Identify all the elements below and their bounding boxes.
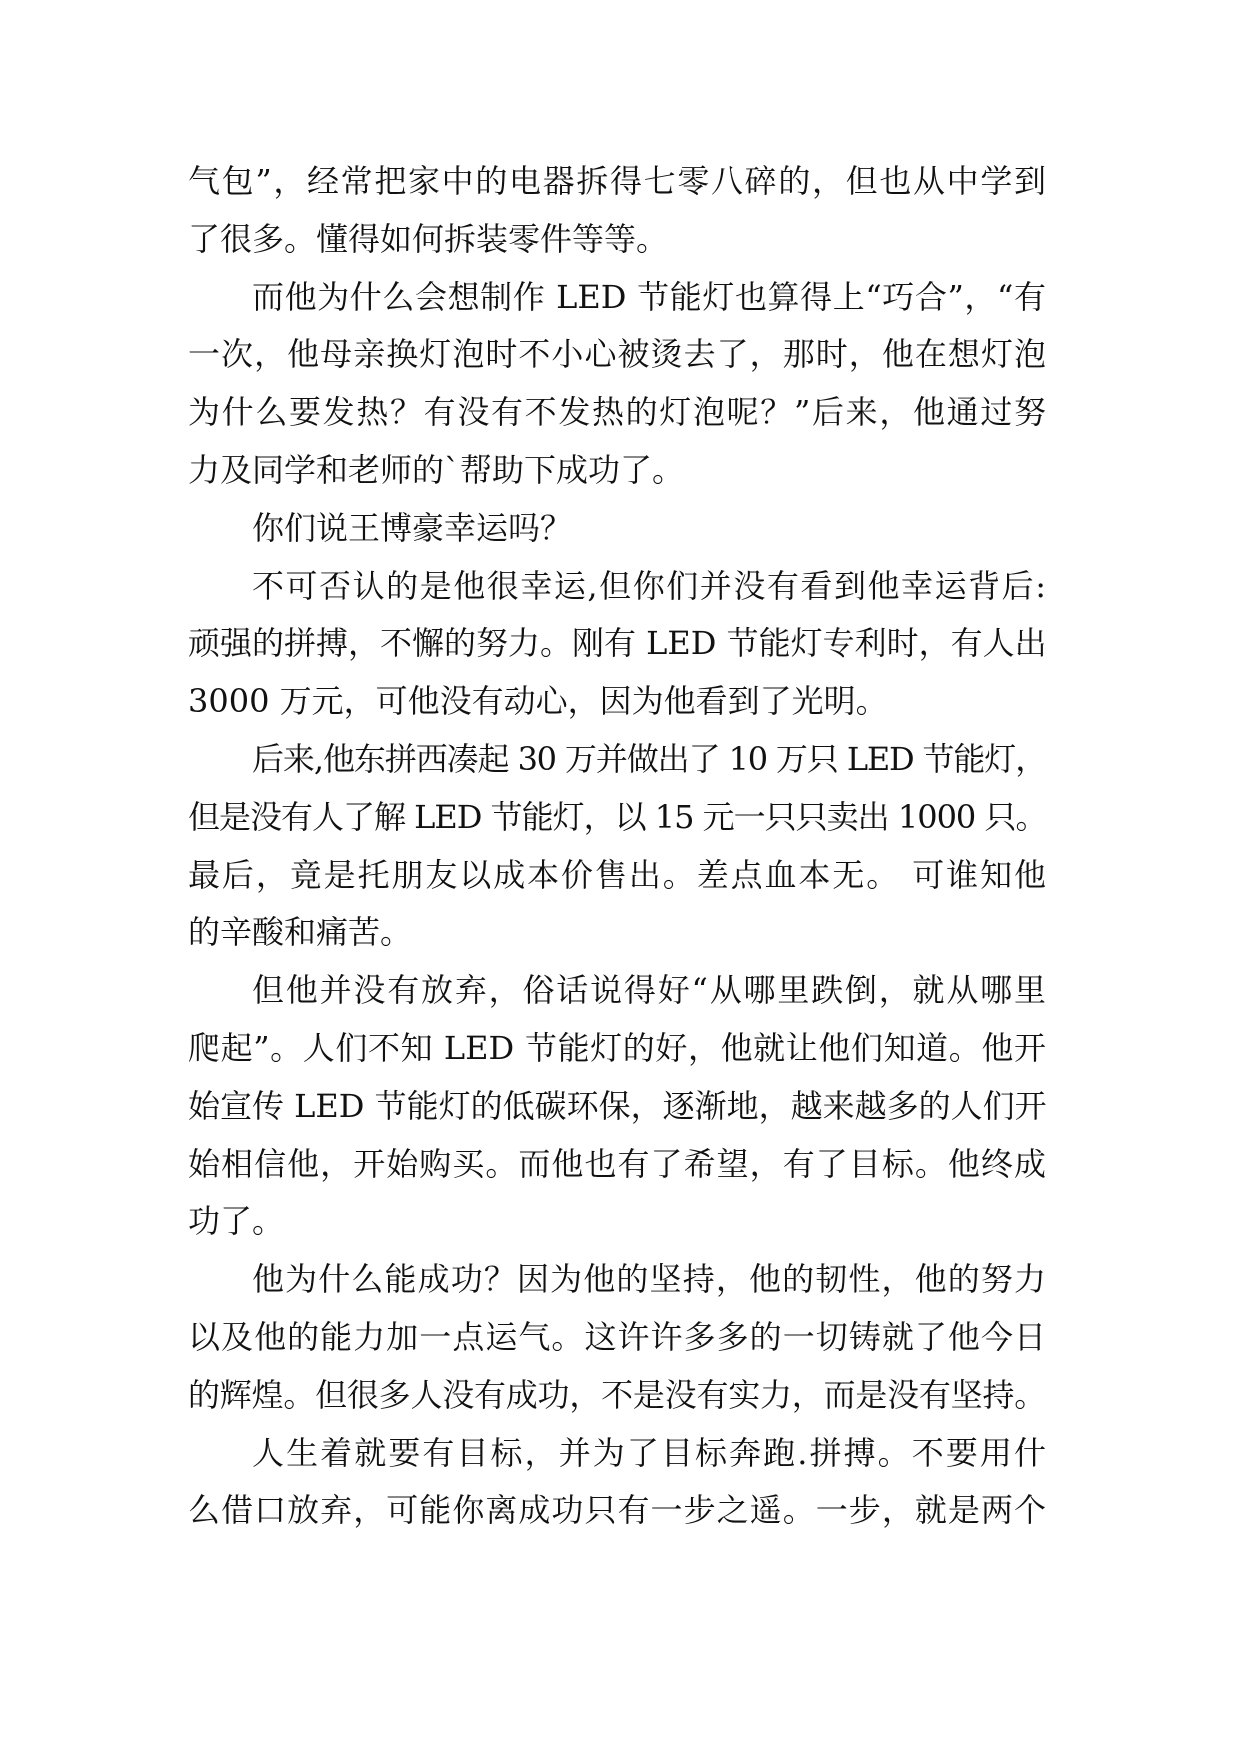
text-line: 的辉煌。但很多人没有成功，不是没有实力，而是没有坚持。 — [188, 1375, 1046, 1414]
paragraph — [188, 962, 1046, 1251]
text-line: 3000 万元，可他没有动心，因为他看到了光明。 — [188, 682, 888, 721]
paragraph — [188, 731, 1046, 962]
paragraph — [188, 153, 1046, 269]
text-line: 为什么要发热？有没有不发热的灯泡呢？”后来，他通过努 — [188, 393, 1046, 432]
text-line: 你们说王博豪幸运吗？ — [252, 508, 573, 547]
text-line: 不可否认的是他很幸运,但你们并没有看到他幸运背后: — [252, 566, 1046, 605]
text-line: 后来,他东拼西凑起 30 万并做出了 10 万只 LED 节能灯， — [252, 739, 1046, 778]
text-line: 功了。 — [188, 1202, 285, 1241]
text-line: 始宣传 LED 节能灯的低碳环保，逐渐地，越来越多的人们开 — [188, 1086, 1047, 1125]
text-line: 爬起”。人们不知 LED 节能灯的好，他就让他们知道。他开 — [188, 1028, 1046, 1067]
text-line: 气包”，经常把家中的电器拆得七零八碎的，但也从中学到 — [188, 162, 1046, 200]
paragraph — [188, 269, 1046, 500]
text-line: 顽强的拼搏，不懈的努力。刚有 LED 节能灯专利时，有人出 — [188, 624, 1047, 663]
text-line: 他为什么能成功？因为他的坚持，他的韧性，他的努力 — [252, 1260, 1046, 1299]
text-line: 而他为什么会想制作 LED 节能灯也算得上“巧合”，“有 — [252, 277, 1046, 316]
body-text — [188, 153, 1046, 1540]
text-line: 的辛酸和痛苦。 — [188, 913, 413, 952]
text-line: 以及他的能力加一点运气。这许许多多的一切铸就了他今日 — [188, 1317, 1046, 1356]
text-line: 了很多。懂得如何拆装零件等等。 — [188, 219, 669, 258]
text-line: 始相信他，开始购买。而他也有了希望，有了目标。他终成 — [188, 1144, 1046, 1183]
paragraph — [188, 500, 1046, 558]
text-line: 但是没有人了解 LED 节能灯，以 15 元一只只卖出 1000 只。 — [188, 797, 1047, 836]
paragraph — [188, 558, 1046, 731]
paragraph — [188, 1251, 1046, 1424]
text-line: 但他并没有放弃，俗话说得好“从哪里跌倒，就从哪里 — [252, 971, 1046, 1010]
text-line: 么借口放弃，可能你离成功只有一步之遥。一步，就是两个 — [188, 1491, 1046, 1530]
text-line: 力及同学和老师的`帮助下成功了。 — [188, 450, 685, 489]
text-line: 最后，竟是托朋友以成本价售出。差点血本无。 可谁知他 — [188, 855, 1046, 894]
text-line: 一次，他母亲换灯泡时不小心被烫去了，那时，他在想灯泡 — [188, 335, 1046, 374]
text-line: 人生着就要有目标，并为了目标奔跑.拼搏。不要用什 — [252, 1433, 1046, 1472]
paragraph — [188, 1425, 1046, 1541]
